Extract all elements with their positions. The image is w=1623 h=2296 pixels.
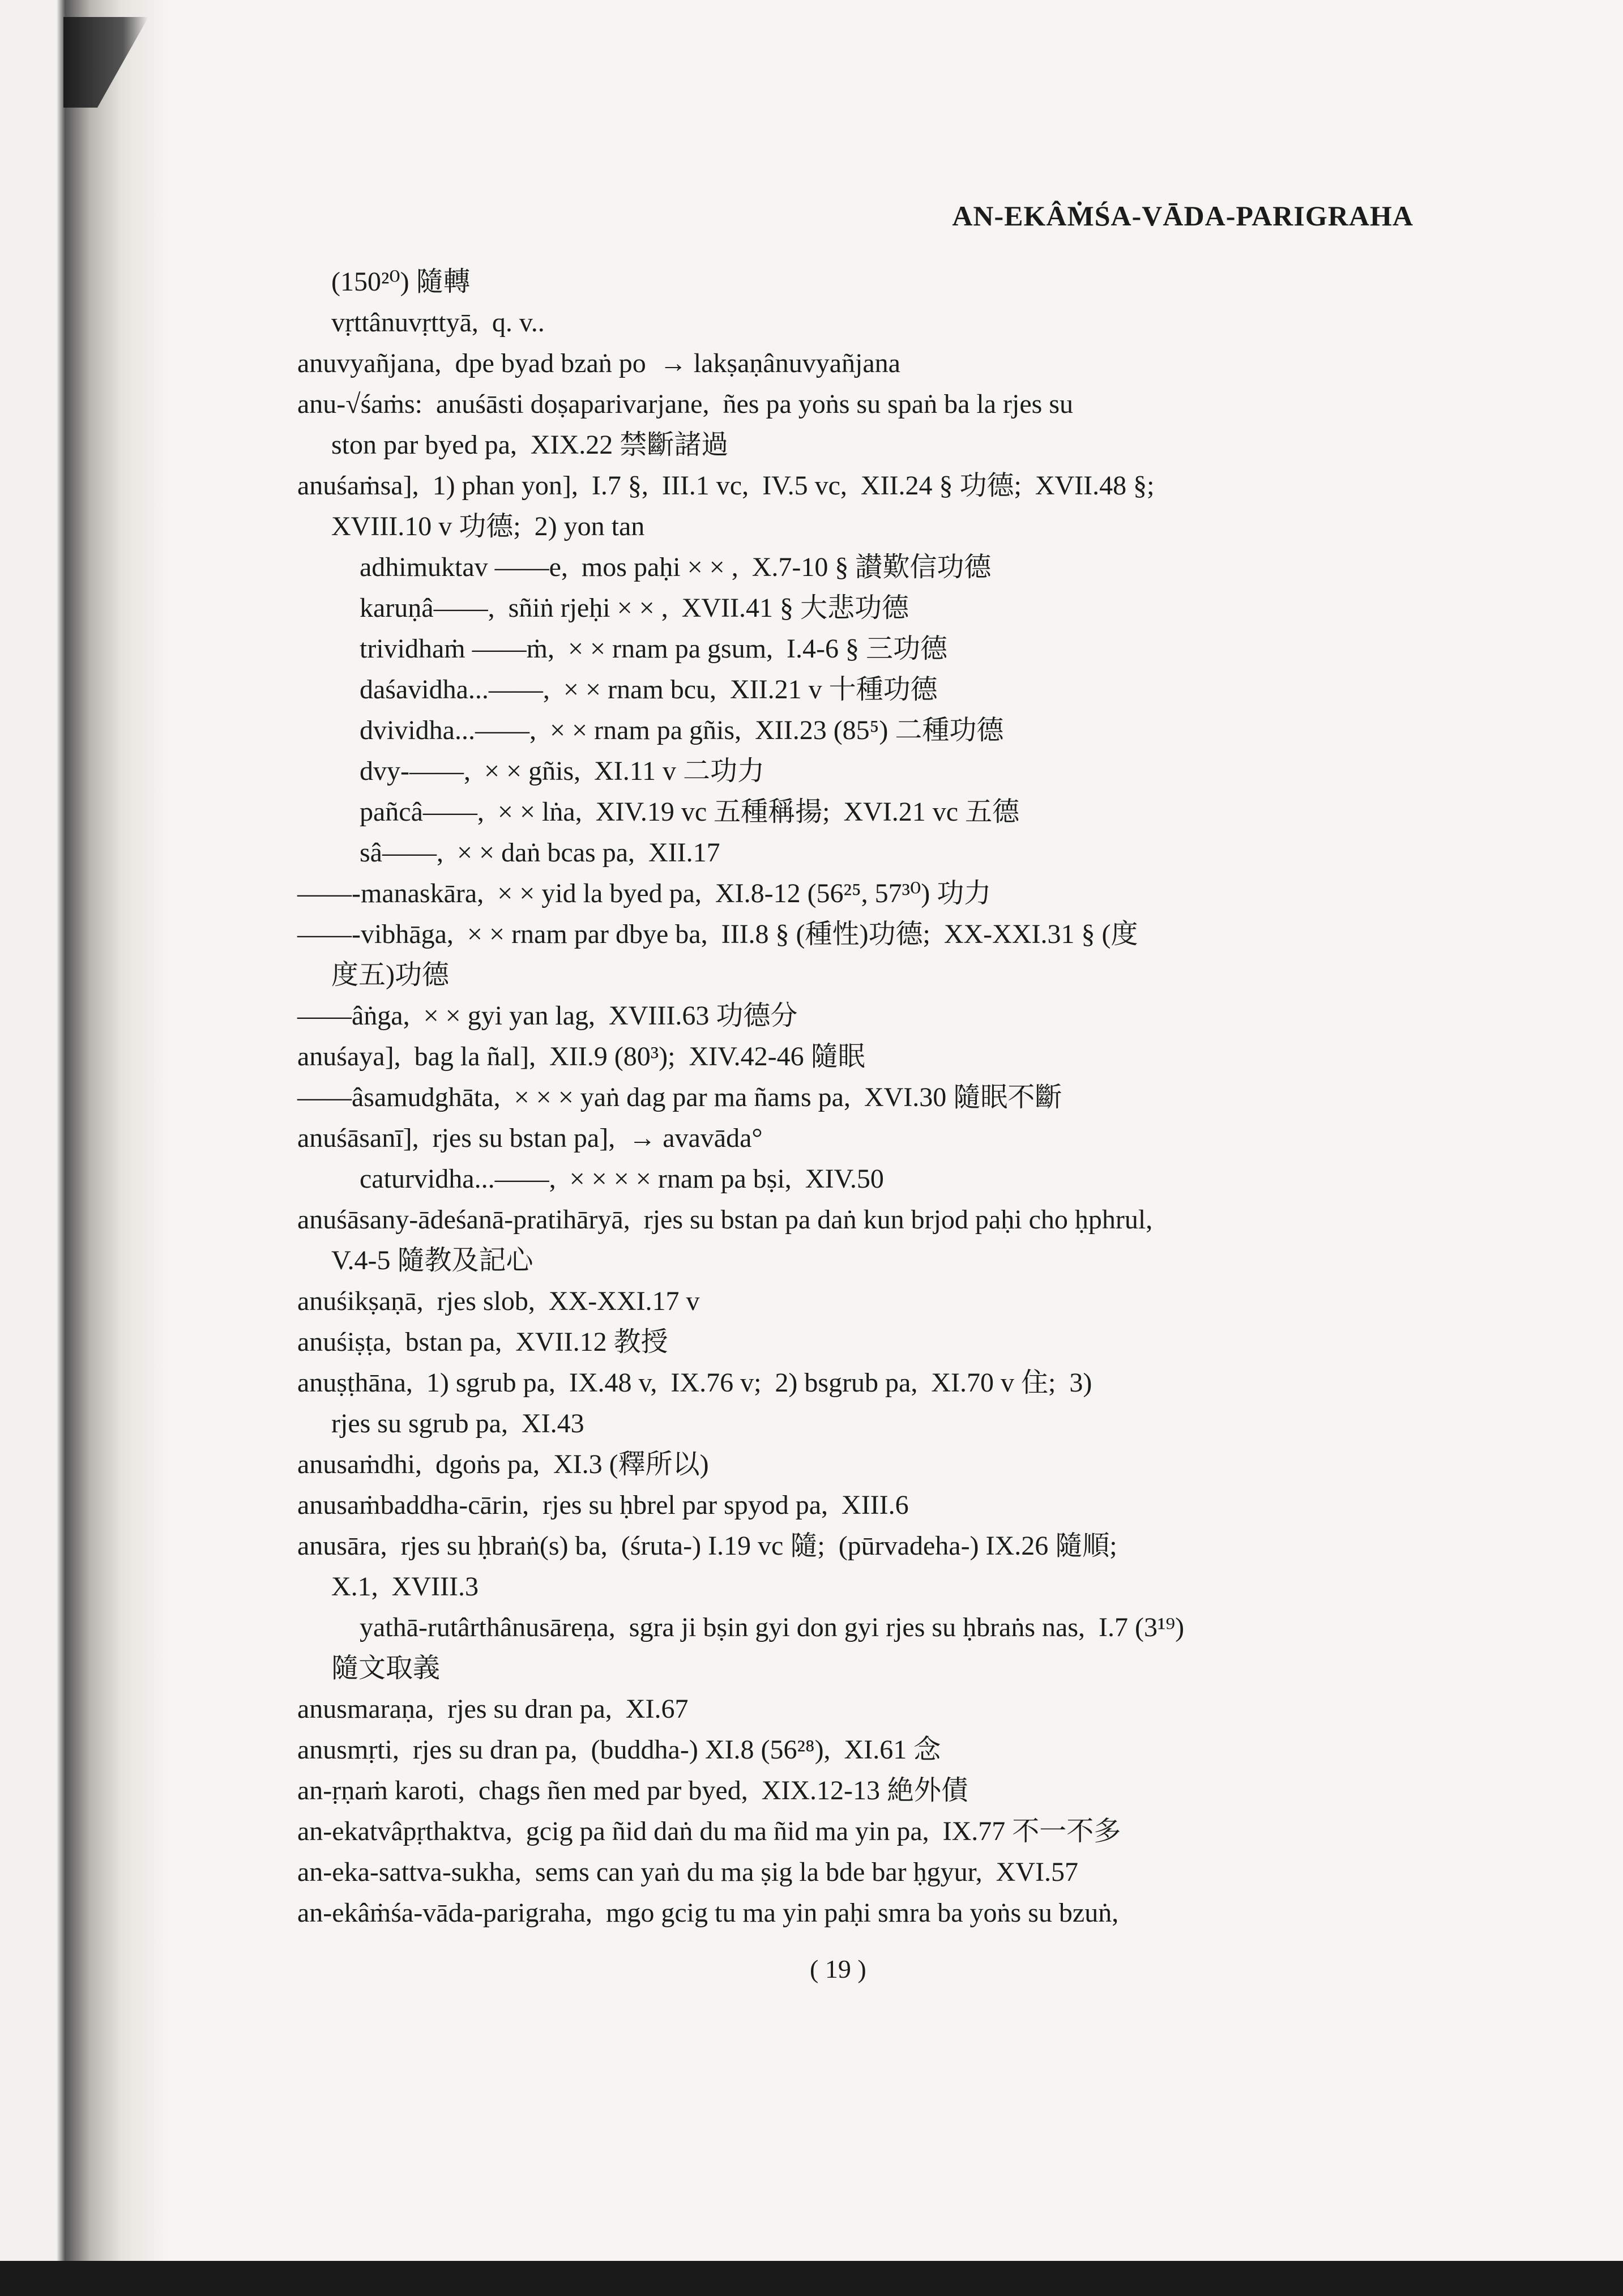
entry-line: an-ekatvâpṛthaktva, gcig pa ñid daṅ du ma ñid ma yin pa, IX.77 不一不多 <box>297 1816 1121 1846</box>
entry-line: XVIII.10 v 功德; 2) yon tan <box>331 511 645 541</box>
entry-line: an-ekâṁśa-vāda-parigraha, mgo gcig tu ma yin paḥi smra ba yoṅs su bzuṅ, <box>297 1898 1119 1928</box>
entry-line: sâ——, × × daṅ bcas pa, XII.17 <box>360 838 720 868</box>
entry-line: (150²⁰) 隨轉 <box>331 267 471 297</box>
entry-line: X.1, XVIII.3 <box>331 1572 479 1602</box>
entry-line: vṛttânuvṛttyā, q. v.. <box>331 308 545 338</box>
entry-line: anusāra, rjes su ḥbraṅ(s) ba, (śruta-) I.19 vc 隨; (pūrvadeha-) IX.26 隨順; <box>297 1531 1117 1561</box>
glossary-entries <box>297 262 1413 1934</box>
entry-line: anuśāsany-ādeśanā-pratihāryā, rjes su bstan pa daṅ kun brjod paḥi cho ḥphrul, <box>297 1205 1153 1235</box>
entry-line: anusmaraṇa, rjes su dran pa, XI.67 <box>297 1694 689 1724</box>
entry-line: anuśāsanī], rjes su bstan pa], → avavāda° <box>297 1123 763 1153</box>
running-head: AN-EKÂṀŚA-VĀDA-PARIGRAHA <box>952 200 1413 232</box>
entry-line: anusmṛti, rjes su dran pa, (buddha-) XI.8 (56²⁸), XI.61 念 <box>297 1735 941 1765</box>
entry-line: rjes su sgrub pa, XI.43 <box>331 1409 584 1439</box>
entry-line: anuśaya], bag la ñal], XII.9 (80³); XIV.42-46 隨眠 <box>297 1042 865 1072</box>
entry-line: caturvidha...——, × × × × rnam pa bṣi, XIV.50 <box>360 1164 884 1194</box>
entry-line: V.4-5 隨教及記心 <box>331 1245 533 1275</box>
entry-line: ——-manaskāra, × × yid la byed pa, XI.8-12 (56²⁵, 57³⁰) 功力 <box>297 878 992 908</box>
book-binding-shadow <box>0 0 170 2296</box>
entry-line: yathā-rutârthânusāreṇa, sgra ji bṣin gyi don gyi rjes su ḥbraṅs nas, I.7 (3¹⁹) <box>360 1612 1185 1642</box>
entry-line: ston par byed pa, XIX.22 禁斷諸過 <box>331 430 729 460</box>
entry-line: karuṇâ——, sñiṅ rjeḥi × × , XVII.41 § 大悲功德 <box>360 593 909 623</box>
entry-line: 度五)功德 <box>331 960 449 990</box>
entry-line: anu-√śaṁs: anuśāsti doṣaparivarjane, ñes pa yoṅs su spaṅ ba la rjes su <box>297 389 1074 419</box>
entry-line: an-eka-sattva-sukha, sems can yaṅ du ma ṣig la bde bar ḥgyur, XVI.57 <box>297 1857 1078 1887</box>
entry-line: dvividha...——, × × rnam pa gñis, XII.23 (85⁵) 二種功德 <box>360 715 1004 745</box>
entry-line: anuṣṭhāna, 1) sgrub pa, IX.48 v, IX.76 v; 2) bsgrub pa, XI.70 v 住; 3) <box>297 1368 1092 1398</box>
entry-line: anuśiṣṭa, bstan pa, XVII.12 教授 <box>297 1327 668 1357</box>
entry-line: ——âṅga, × × gyi yan lag, XVIII.63 功德分 <box>297 1001 798 1031</box>
entry-line: 隨文取義 <box>331 1653 441 1683</box>
entry-line: adhimuktav ——e, mos paḥi × × , X.7-10 § 讃歎信功德 <box>360 552 992 582</box>
entry-line: anuśikṣaṇā, rjes slob, XX-XXI.17 v <box>297 1286 700 1316</box>
entry-line: anusaṁbaddha-cārin, rjes su ḥbrel par spyod pa, XIII.6 <box>297 1490 909 1520</box>
entry-line: daśavidha...——, × × rnam bcu, XII.21 v 十種功德 <box>360 675 938 705</box>
scan-bottom-edge <box>0 2261 1623 2296</box>
entry-line: an-ṛṇaṁ karoti, chags ñen med par byed, XIX.12-13 絶外債 <box>297 1776 969 1806</box>
entry-line: pañcâ——, × × lṅa, XIV.19 vc 五種稱揚; XVI.21 vc 五德 <box>360 797 1020 827</box>
entry-line: anuvyañjana, dpe byad bzaṅ po → lakṣaṇânuvyañjana <box>297 348 900 378</box>
page-number: ( 19 ) <box>810 1954 866 1983</box>
entry-line: ——âsamudghāta, × × × yaṅ dag par ma ñams pa, XVI.30 隨眠不斷 <box>297 1082 1062 1112</box>
entry-line: dvy-——, × × gñis, XI.11 v 二功力 <box>360 756 765 786</box>
entry-line: anusaṁdhi, dgoṅs pa, XI.3 (釋所以) <box>297 1449 709 1479</box>
entry-line: anuśaṁsa], 1) phan yon], I.7 §, III.1 vc, IV.5 vc, XII.24 § 功德; XVII.48 §; <box>297 471 1155 501</box>
entry-line: trividhaṁ ——ṁ, × × rnam pa gsum, I.4-6 § 三功德 <box>360 634 948 664</box>
entry-line: ——-vibhāga, × × rnam par dbye ba, III.8 § (種性)功德; XX-XXI.31 § (度 <box>297 919 1138 949</box>
